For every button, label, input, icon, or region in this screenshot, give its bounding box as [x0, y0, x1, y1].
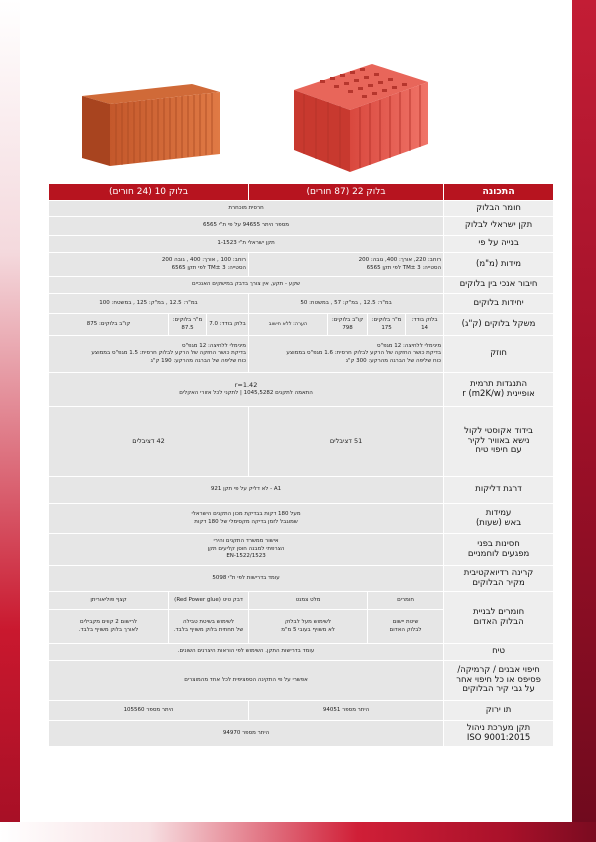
value-iso: היתר מספר 94970	[49, 721, 444, 747]
fire-res-line2: שמוגבל לזמן בדיקה מקסימלי של 180 דקות	[194, 518, 298, 525]
bottom-decor-bar	[0, 822, 596, 842]
row-units	[49, 294, 554, 314]
label-material: חומר הבלוק	[444, 201, 554, 217]
thermal-r-value: r=1.42	[234, 381, 258, 390]
materials-use-mortar	[249, 610, 368, 644]
value-thermal	[49, 373, 444, 407]
row-strength	[49, 336, 554, 373]
value-radiation: עומד בדרישות לפי ת"י 5098	[49, 566, 444, 592]
row-dimensions	[49, 253, 554, 277]
label-green: תו ירוק	[444, 701, 554, 721]
materials-header: חומרים	[368, 592, 444, 610]
use-label-line1: שיטת יישום	[392, 619, 419, 626]
row-radiation	[49, 566, 554, 592]
weight-22-cbm: קו"ב בלוקים: 798	[328, 314, 368, 336]
fire-res-line1: מעל 180 דקות בבדיקת מכון התקנים הישראלי	[191, 511, 301, 518]
row-cladding	[49, 661, 554, 701]
label-built-by: בנייה על פי	[444, 236, 554, 253]
materials-use-foam	[49, 610, 169, 644]
value-fire: A1 - לא דליק על פי תקן 921	[49, 477, 444, 504]
label-acoustic-line3: עם חיפוי טיח	[475, 445, 522, 456]
value-vertical-joint: שקע - תקע, אין צורך בדבק במישקים האנכיים	[49, 277, 444, 294]
label-fire: דרגת דליקות	[444, 477, 554, 504]
dims-10-tolerance: הסטייה: TM± 3 לפי תקן 6565	[171, 264, 247, 271]
value-cladding: אפשרי על פי התקינה הספציפית לכל אחד מהמוצרים	[49, 661, 444, 701]
value-fire-resistance	[49, 504, 444, 534]
label-blast-line2: מפגעים לוחמניים	[467, 548, 530, 559]
value-green-22: היתר מספר 94051	[249, 701, 444, 721]
dims-10-size: רוחב: 100 , אורך: 400 , גובה 200	[161, 257, 247, 264]
weight-22-note: הערה: ללא חישוב	[249, 314, 328, 336]
label-radiation-line1: קרינה רדיואקטיבית	[463, 567, 534, 578]
row-built-by	[49, 236, 554, 253]
value-built-by: תקן ישראלי ת"י 1-1523	[49, 236, 444, 253]
label-fire-res-line2: באש (שעות)	[475, 517, 522, 528]
use-foam-line2: לאורך בלוק משויף בלבד.	[78, 626, 139, 633]
blast-line1: אישור ממשרד התקנים והירי	[213, 538, 279, 545]
label-materials	[444, 592, 554, 644]
row-iso	[49, 721, 554, 747]
value-strength-10	[49, 336, 249, 373]
strength-10-adhesion: בדיקת כושר החזקה של הרקע לבלוק חרסית: 1.5 מגפ"ס בממוצע	[91, 350, 247, 357]
dims-22-tolerance: הסטייה: TM± 3 לפי תקן 6565	[366, 264, 442, 271]
header-block-22: בלוק 22 (87 חורים)	[249, 184, 444, 201]
row-fire	[49, 477, 554, 504]
label-fire-resistance	[444, 504, 554, 534]
label-dimensions: מידות (מ"מ)	[444, 253, 554, 277]
row-thermal	[49, 373, 554, 407]
label-cladding-line2: פסיפס או כל חיפוי אחר	[456, 674, 541, 685]
value-acoustic-10: 42 דציבלים	[49, 407, 249, 477]
strength-22-min: מינימלי ללחיצה: 12 מגפ"ס	[376, 342, 442, 349]
label-materials-line1: חומרים לבניית	[472, 606, 525, 617]
value-dimensions-22	[249, 253, 444, 277]
blast-line2: הצרפתי למבנה חוסן קליעים תקן	[207, 545, 285, 552]
row-material	[49, 201, 554, 217]
row-vertical-joint	[49, 277, 554, 294]
left-decor-strip	[0, 0, 20, 842]
label-thermal-line2: אופיינית (r (m2K/w	[462, 388, 535, 399]
weight-10-single: בלוק בודד: 7.0	[207, 314, 249, 336]
materials-mortar: מלט צמנט	[249, 592, 368, 610]
block-10-image	[72, 82, 224, 168]
label-cladding	[444, 661, 554, 701]
strength-10-pullout: כוח שליפה של הברגה מהרקע: 190 ק"ג	[150, 357, 247, 364]
label-materials-line2: הבלוק האדום	[473, 616, 524, 627]
right-decor-strip	[572, 0, 596, 842]
use-label-line2: לבלוק האדום	[389, 626, 422, 633]
materials-use-label	[368, 610, 444, 644]
strength-10-min: מינימלי ללחיצה: 12 מגפ"ס	[181, 342, 247, 349]
value-plaster: עומד בדרישות התקן. השימוש לפי הוראות היצרנים השונים.	[49, 644, 444, 661]
label-blast-line1: חסינות בפני	[477, 538, 520, 549]
use-glue-line2: של תחתית בלוק משויף בלבד.	[173, 626, 244, 633]
label-radiation	[444, 566, 554, 592]
header-property: התכונה	[444, 184, 554, 201]
value-material: חרסית מוכחרת	[49, 201, 444, 217]
materials-foam: קצף פוליאוריתן	[49, 592, 169, 610]
row-fire-resistance	[49, 504, 554, 534]
value-dimensions-10	[49, 253, 249, 277]
label-blast	[444, 534, 554, 566]
specs-table	[48, 183, 554, 747]
label-standard: תקן ישראלי לבלוק	[444, 217, 554, 236]
value-units-10: במ"ר: 12.5 , במ"ק: 125 , במשטח: 100	[49, 294, 249, 314]
label-thermal-line1: התנגדות תרמית	[470, 378, 528, 389]
materials-use-glue	[169, 610, 249, 644]
label-thermal	[444, 373, 554, 407]
row-blast	[49, 534, 554, 566]
label-weight: משקל בלוקים (ק"ג)	[444, 314, 554, 336]
header-block-10: בלוק 10 (24 חורים)	[49, 184, 249, 201]
label-units: יחידות בלוקים	[444, 294, 554, 314]
blast-line3: EN-1522/1523	[226, 553, 266, 560]
label-fire-res-line1: עמידות	[485, 507, 512, 518]
row-standard	[49, 217, 554, 236]
value-standard: מספר היתר 94655 על פי ת"י 6565	[49, 217, 444, 236]
strength-22-adhesion: בדיקת כושר החזקה של הרקע לבלוק חרסית: 1.6 מגפ"ס בממוצע	[286, 350, 442, 357]
header-row	[49, 184, 554, 201]
use-mortar-line2: לא משויף בעובי 5 מ"מ	[281, 626, 335, 633]
row-weight	[49, 314, 554, 336]
weight-10-sqm: מ"ר בלוקים: 87.5	[169, 314, 207, 336]
block-22-image	[290, 60, 430, 174]
label-iso-line1: תקן מערכת ניהול	[466, 722, 531, 733]
use-glue-line1: לשימוש בשיטת טבילה	[182, 619, 235, 626]
label-acoustic-line1: בידוד אקוסטי לקול	[464, 425, 533, 436]
value-blast	[49, 534, 444, 566]
label-plaster: טיח	[444, 644, 554, 661]
value-acoustic-22: 51 דציבלים	[249, 407, 444, 477]
label-iso	[444, 721, 554, 747]
value-green-10: היתר מספר 105560	[49, 701, 249, 721]
use-foam-line1: לרישום 2 קווים מקבילים	[79, 619, 138, 626]
label-cladding-line1: חיפוי אבנים / קרמיקה/	[457, 664, 540, 675]
label-acoustic-line2: נישא באוויר לקיר	[467, 435, 530, 446]
value-strength-22	[249, 336, 444, 373]
materials-glue: דבק טיט (Red Power glue)	[169, 592, 249, 610]
label-cladding-line3: על גבי קיר הבלוקים	[462, 684, 535, 695]
strength-22-pullout: כוח שליפה של הברגה מהרקע: 300 ק"ג	[345, 357, 442, 364]
row-materials-header	[49, 592, 554, 610]
use-mortar-line1: לשימוש מעל לבלוק	[285, 619, 332, 626]
row-green-label	[49, 701, 554, 721]
label-acoustic	[444, 407, 554, 477]
label-strength: חוזק	[444, 336, 554, 373]
dims-22-size: רוחב: 220, אורך: 400, גובה: 200	[358, 257, 442, 264]
row-plaster	[49, 644, 554, 661]
weight-10-cbm: קו"ב בלוקים: 875	[49, 314, 169, 336]
label-vertical-joint: חיבור אנכי בין בלוקים	[444, 277, 554, 294]
value-units-22: במ"ר: 12.5 , במ"ק: 57 , במשטח: 50	[249, 294, 444, 314]
row-acoustic	[49, 407, 554, 477]
thermal-standards: התאמה לתקנים 1045,5282 | לתקני לכל אזורי האקלים	[179, 390, 313, 397]
label-radiation-line2: מקיר הבלוקים	[472, 577, 525, 588]
weight-22-sqm: מ"ר בלוקים: 175	[368, 314, 406, 336]
label-iso-line2: ISO 9001:2015	[466, 732, 531, 743]
weight-22-single: בלוק בודד: 14	[406, 314, 444, 336]
